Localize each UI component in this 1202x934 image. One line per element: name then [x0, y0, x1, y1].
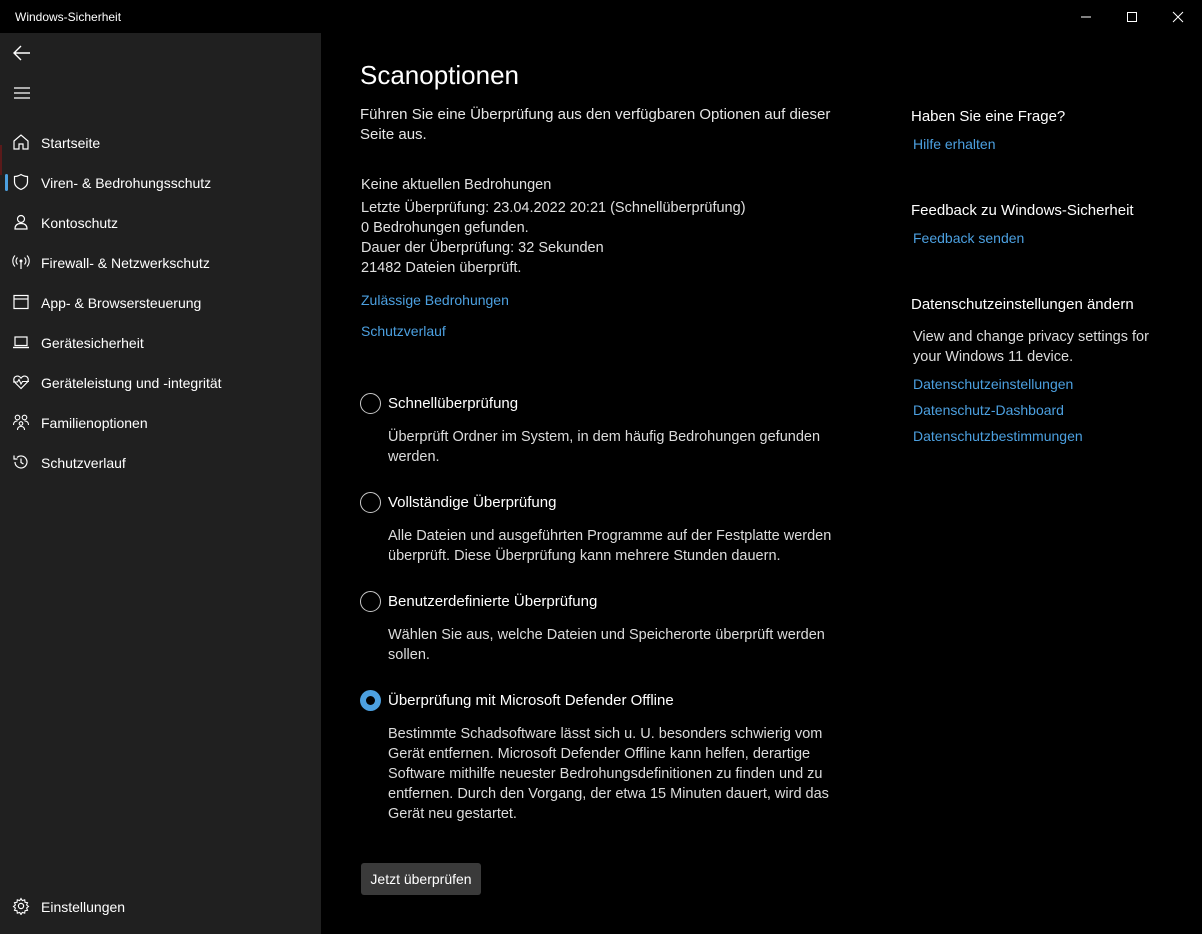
sidebar: [0, 33, 321, 934]
sidebar-item-label: Firewall- & Netzwerkschutz: [41, 255, 210, 271]
privacy-heading: Datenschutzeinstellungen ändern: [911, 296, 1134, 313]
option-description: Überprüft Ordner im System, in dem häufig Bedrohungen gefunden werden.: [388, 429, 821, 465]
option-label: Vollständige Überprüfung: [388, 494, 557, 511]
sidebar-item-label: Familienoptionen: [41, 415, 148, 431]
sidebar-item-label: App- & Browsersteuerung: [41, 295, 202, 311]
sidebar-item-label: Einstellungen: [41, 899, 126, 915]
sidebar-item-app-browser[interactable]: [0, 285, 321, 319]
sidebar-item-settings[interactable]: [0, 889, 321, 923]
minimize-button[interactable]: [1063, 0, 1109, 33]
radio-quick-scan[interactable]: [360, 393, 381, 414]
threat-status: Keine aktuellen Bedrohungen: [361, 177, 552, 193]
sidebar-item-protection-history[interactable]: [0, 445, 321, 479]
sidebar-item-device-performance[interactable]: [0, 365, 321, 399]
antenna-icon: [12, 253, 30, 271]
radio-full-scan[interactable]: [360, 492, 381, 513]
intro-text: Führen Sie eine Überprüfung aus den verfügbaren Optionen auf dieser Seite aus.: [360, 106, 831, 143]
title-bar: [0, 0, 1202, 33]
option-full-scan[interactable]: [360, 492, 556, 513]
option-quick-scan[interactable]: [360, 393, 518, 414]
protection-history-link[interactable]: Schutzverlauf: [361, 323, 446, 339]
menu-button[interactable]: [10, 81, 34, 105]
radio-defender-offline[interactable]: [360, 690, 381, 711]
option-defender-offline[interactable]: [360, 690, 674, 711]
back-button[interactable]: [10, 41, 34, 65]
shield-icon: [12, 173, 30, 191]
history-icon: [12, 453, 30, 471]
sidebar-item-device-security[interactable]: [0, 325, 321, 359]
person-icon: [12, 213, 30, 231]
gear-icon: [12, 897, 30, 915]
active-indicator: [5, 174, 8, 191]
hamburger-icon: [13, 86, 31, 100]
sidebar-item-virus-protection[interactable]: [0, 165, 321, 199]
get-help-link[interactable]: Hilfe erhalten: [913, 136, 996, 152]
laptop-icon: [12, 333, 30, 351]
sidebar-item-label: Gerätesicherheit: [41, 335, 144, 351]
sidebar-item-home[interactable]: [0, 125, 321, 159]
sidebar-item-firewall[interactable]: [0, 245, 321, 279]
heart-pulse-icon: [12, 373, 30, 391]
sidebar-item-label: Startseite: [41, 135, 101, 151]
option-label: Überprüfung mit Microsoft Defender Offline: [388, 692, 674, 709]
option-description: Bestimmte Schadsoftware lässt sich u. U. besonders schwierig vom Gerät entfernen. Microsoft Defender Offline kann helfen, derartige Software mithilfe neuester Bedrohungsdefinitionen zu finden und zu entfernen. Durch den Vorgang, der etwa 15 Minuten dauert, wird das Gerät neu gestartet.: [388, 726, 829, 822]
option-description: Wählen Sie aus, welche Dateien und Speicherorte überprüft werden sollen.: [388, 627, 825, 663]
option-label: Schnellüberprüfung: [388, 395, 519, 412]
back-arrow-icon: [12, 43, 32, 63]
allowed-threats-link[interactable]: Zulässige Bedrohungen: [361, 292, 509, 308]
close-button[interactable]: [1155, 0, 1201, 33]
send-feedback-link[interactable]: Feedback senden: [913, 230, 1025, 246]
option-description: Alle Dateien und ausgeführten Programme auf der Festplatte werden überprüft. Diese Überprüfung kann mehrere Stunden dauern.: [388, 528, 832, 564]
privacy-statement-link[interactable]: Datenschutzbestimmungen: [913, 428, 1083, 444]
files-scanned-text: 21482 Dateien überprüft.: [361, 260, 522, 276]
app-window-icon: [12, 293, 30, 311]
maximize-button[interactable]: [1109, 0, 1155, 33]
feedback-heading: Feedback zu Windows-Sicherheit: [911, 202, 1134, 219]
close-icon: [1172, 11, 1184, 23]
privacy-text: View and change privacy settings for your Windows 11 device.: [913, 329, 1149, 365]
sidebar-item-account[interactable]: [0, 205, 321, 239]
sidebar-item-label: Viren- & Bedrohungsschutz: [41, 175, 212, 191]
question-heading: Haben Sie eine Frage?: [911, 108, 1066, 125]
privacy-dashboard-link[interactable]: Datenschutz-Dashboard: [913, 402, 1064, 418]
threats-found-text: 0 Bedrohungen gefunden.: [361, 220, 529, 236]
minimize-icon: [1080, 11, 1092, 23]
home-icon: [12, 133, 30, 151]
family-icon: [12, 413, 30, 431]
main-content: [321, 33, 1202, 934]
page-title: Scanoptionen: [360, 60, 520, 90]
window-title: Windows-Sicherheit: [15, 10, 122, 24]
option-custom-scan[interactable]: [360, 591, 597, 612]
sidebar-item-label: Kontoschutz: [41, 215, 119, 231]
scan-duration-text: Dauer der Überprüfung: 32 Sekunden: [361, 240, 604, 256]
last-scan-text: Letzte Überprüfung: 23.04.2022 20:21 (Schnellüberprüfung): [361, 200, 746, 216]
sidebar-item-label: Schutzverlauf: [41, 455, 126, 471]
option-label: Benutzerdefinierte Überprüfung: [388, 593, 598, 610]
privacy-settings-link[interactable]: Datenschutzeinstellungen: [913, 376, 1074, 392]
scan-now-button[interactable]: Jetzt überprüfen: [361, 863, 481, 895]
sidebar-item-label: Geräteleistung und -integrität: [41, 375, 222, 391]
maximize-icon: [1126, 11, 1138, 23]
sidebar-item-family[interactable]: [0, 405, 321, 439]
radio-custom-scan[interactable]: [360, 591, 381, 612]
